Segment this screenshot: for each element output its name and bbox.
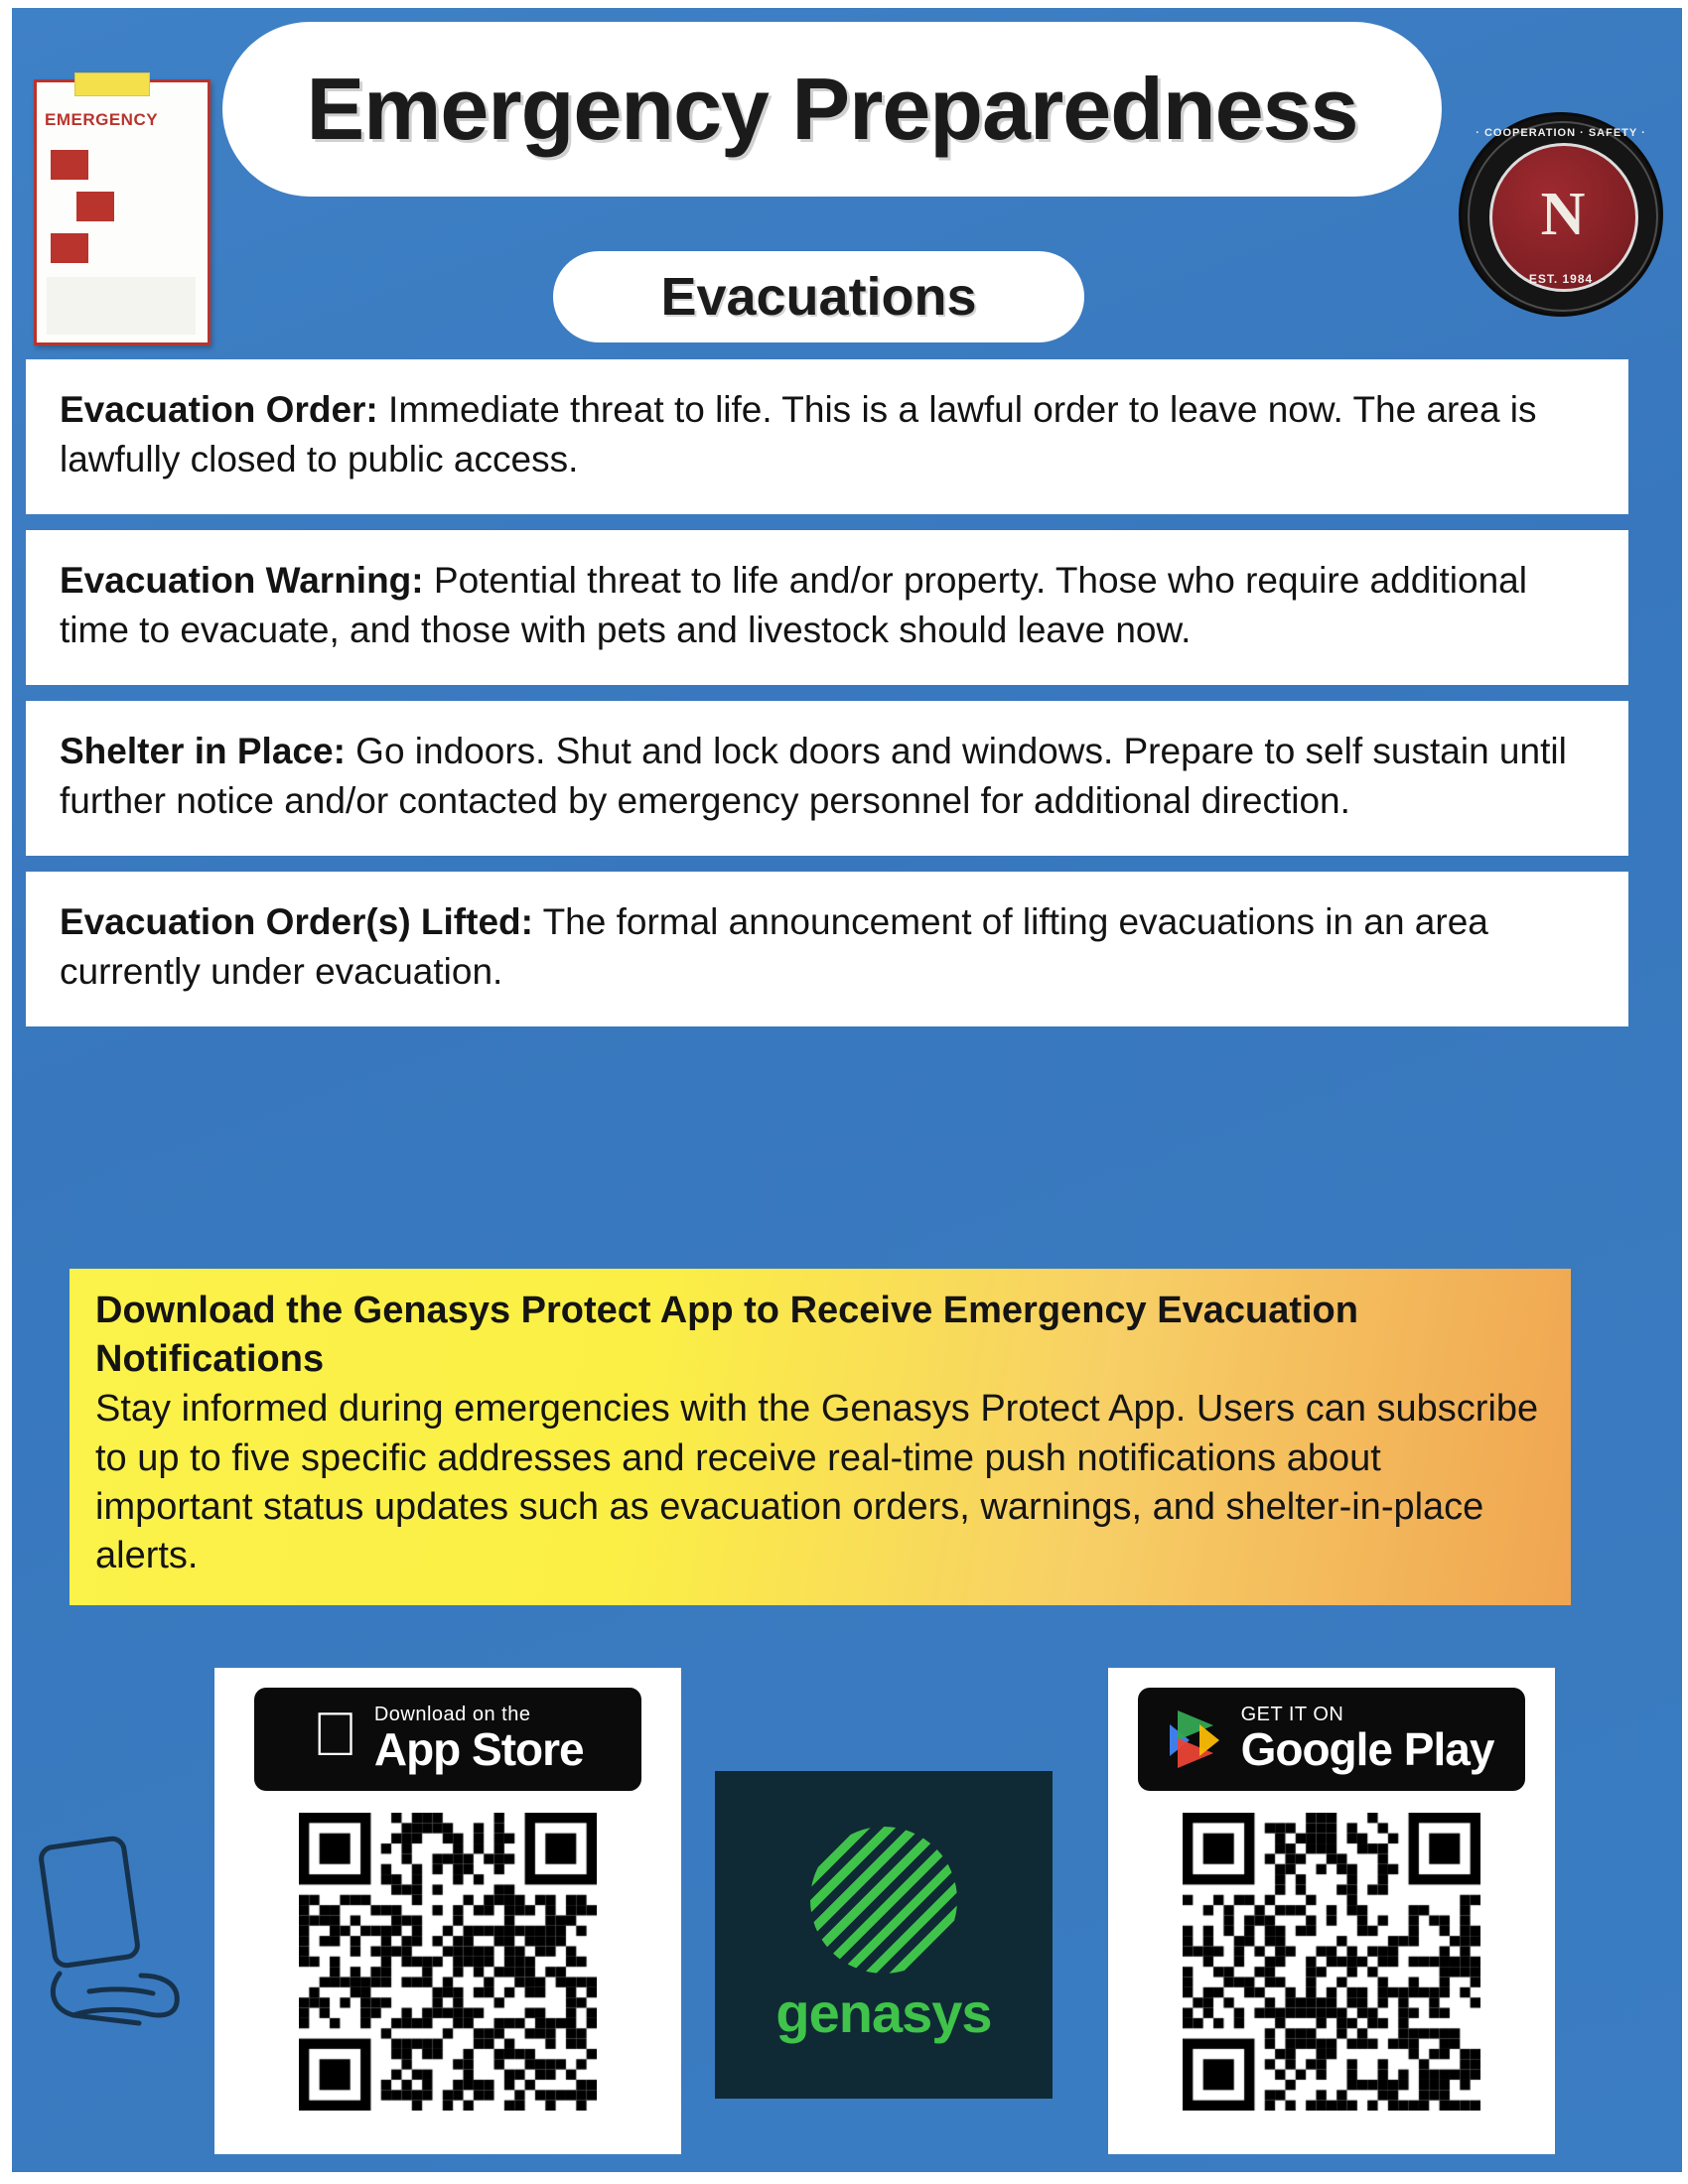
genasys-logo: [715, 1771, 1053, 2099]
genasys-wordmark: genasys: [775, 1980, 992, 2044]
apple-store-block[interactable]: [214, 1668, 681, 2154]
app-download-callout: [70, 1269, 1571, 1605]
app-store-badge[interactable]: [254, 1688, 641, 1791]
apple-icon: [312, 1705, 358, 1766]
google-play-qr-code[interactable]: [1183, 1813, 1480, 2111]
hand-holding-phone-icon: [30, 1825, 218, 2083]
agency-seal-icon: [1462, 115, 1660, 314]
definition-card: [26, 530, 1628, 685]
definition-paragraph: [60, 385, 1595, 484]
page-subtitle-text: Evacuations: [660, 267, 977, 327]
google-play-badge-labels: [1240, 1704, 1494, 1776]
binder-stripe-icon: [51, 150, 88, 180]
google-play-badge[interactable]: [1138, 1688, 1525, 1791]
definitions-list: [26, 359, 1628, 1042]
emergency-binder-icon: [34, 79, 211, 345]
page-title: [222, 22, 1442, 197]
binder-stripe-icon: [51, 233, 88, 263]
page-title-text: Emergency Preparedness: [306, 60, 1358, 158]
seal-arc-top-text: · COOPERATION · SAFETY ·: [1476, 127, 1646, 139]
definition-term: Evacuation Order(s) Lifted:: [60, 900, 533, 942]
genasys-logo-icon: [809, 1826, 958, 1975]
app-store-badge-labels: [351, 1704, 584, 1776]
binder-label: EMERGENCY: [45, 110, 159, 129]
binder-stripe-icon: [76, 192, 114, 221]
seal-established-text: EST. 1984: [1528, 272, 1594, 286]
definition-text: Immediate threat to life. This is a lawful order to leave now. The area is lawfully closed to public access.: [60, 389, 1537, 479]
definition-term: Shelter in Place:: [60, 730, 346, 771]
definition-card: [26, 359, 1628, 514]
definition-paragraph: [60, 727, 1595, 826]
emergency-preparedness-poster: [12, 8, 1682, 2172]
definition-text: The formal announcement of lifting evacuations in an area currently under evacuation.: [60, 900, 1488, 992]
callout-body: Stay informed during emergencies with the Genasys Protect App. Users can subscribe to up to five specific addresses and receive real-time push notifications about important status updates such as evacuation orders, warnings, and shelter-in-place alerts.: [95, 1388, 1539, 1577]
poster-header: [12, 8, 1682, 355]
definition-term: Evacuation Warning:: [60, 559, 424, 601]
google-play-badge-big-label: Google Play: [1240, 1723, 1494, 1776]
definition-paragraph: [60, 897, 1595, 997]
app-store-badge-small-label: Download on the: [351, 1704, 508, 1726]
seal-monogram: N: [1540, 180, 1582, 248]
app-store-row: [26, 1668, 1628, 2164]
definition-paragraph: [60, 556, 1595, 655]
app-store-badge-big-label: App Store: [351, 1723, 561, 1776]
definition-card: [26, 872, 1628, 1026]
binder-tab-icon: [74, 72, 150, 96]
google-play-icon: [1170, 1708, 1225, 1770]
binder-sheet-icon: [47, 277, 196, 335]
definition-card: [26, 701, 1628, 856]
app-store-qr-code[interactable]: [299, 1813, 597, 2111]
definition-term: Evacuation Order:: [60, 389, 378, 430]
page-subtitle: [553, 251, 1084, 342]
google-play-block[interactable]: [1108, 1668, 1555, 2154]
google-play-badge-small-label: GET IT ON: [1240, 1704, 1344, 1726]
definition-text: Potential threat to life and/or property. Those who require additional time to evacuate, and those with pets and livestock should leave now.: [60, 559, 1527, 650]
callout-title: Download the Genasys Protect App to Receive Emergency Evacuation Notifications: [95, 1290, 1358, 1380]
definition-text: Go indoors. Shut and lock doors and windows. Prepare to self sustain until further notice and/or contacted by emergency personnel for additional direction.: [60, 730, 1567, 821]
